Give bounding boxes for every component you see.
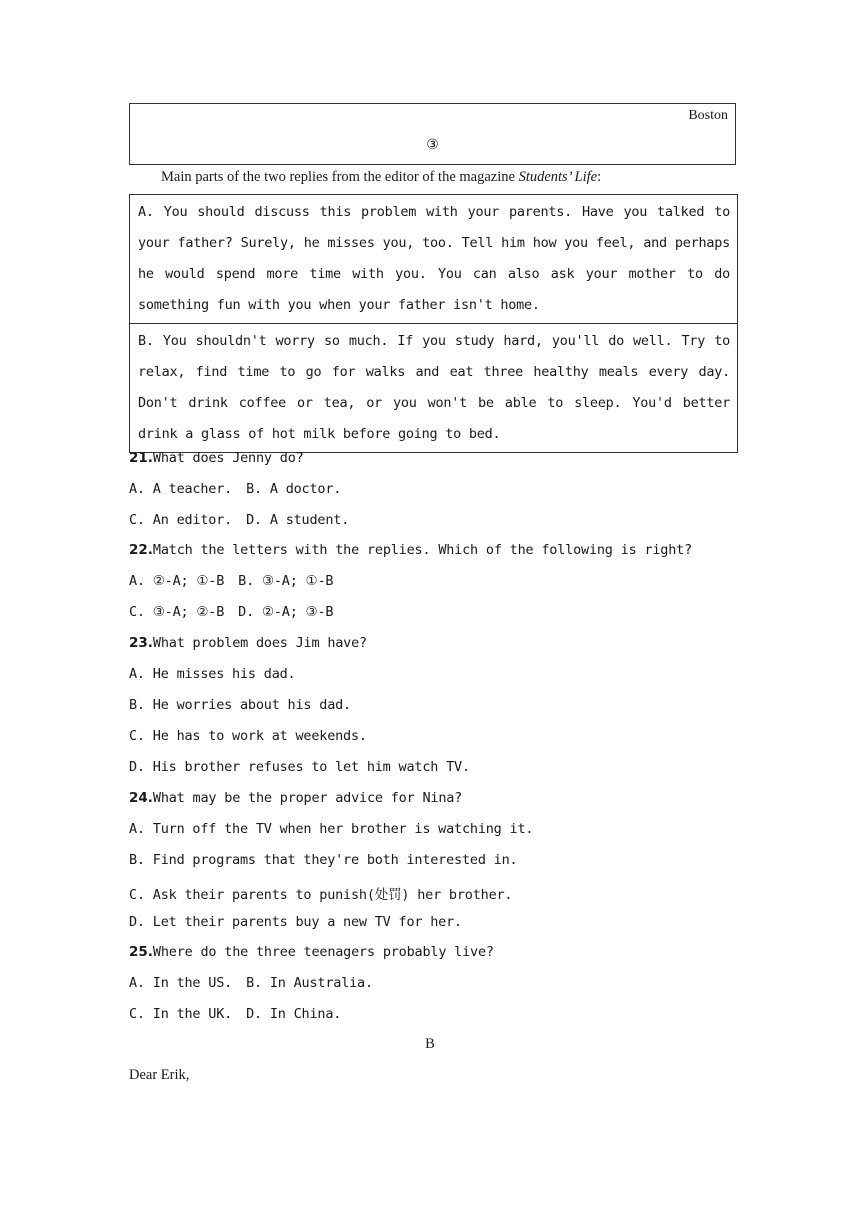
section-heading: B [425,1036,435,1052]
option-c: C. ③-A; ②-B [129,604,225,620]
option-a: A. In the US. [129,975,233,991]
option-c: C. He has to work at weekends. [129,728,367,744]
question-23 [129,635,367,651]
options-row [129,604,333,620]
option-b: B. He worries about his dad. [129,697,351,713]
option-b: B. ③-A; ①-B [238,573,334,589]
intro-colon: : [597,169,602,185]
option-d: D. Let their parents buy a new TV for her. [129,914,462,930]
option-a: A. He misses his dad. [129,666,296,682]
question-text: What does Jenny do? [152,450,304,466]
option-a: A. Turn off the TV when her brother is watching it. [129,821,534,837]
reply-a: A. You should discuss this problem with your parents. Have you talked to your father? Surely, he misses you, too. Tell him how you feel, and perhaps he would spend more time with you. You can also ask your mother to do something fun with you when your father isn't home. [138,204,730,313]
question-21 [129,450,304,466]
option-c: C. In the UK. [129,1006,233,1022]
option-d: D. ②-A; ③-B [238,604,334,620]
option-d: D. A student. [246,512,350,528]
question-number: 22. [129,542,153,558]
intro-text: Main parts of the two replies from the editor of the magazine [161,169,515,185]
question-text: What may be the proper advice for Nina? [152,790,463,806]
letter-marker: ③ [426,137,439,153]
question-text: Match the letters with the replies. Which of the following is right? [152,542,693,558]
question-25 [129,944,494,960]
reply-b: B. You shouldn't worry so much. If you study hard, you'll do well. Try to relax, find time to go for walks and eat three healthy meals every day. Don't drink coffee or tea, or you won't be able to sleep. You'd better drink a glass of hot milk before going to bed. [130,323,737,452]
question-text: What problem does Jim have? [152,635,367,651]
letter-place: Boston [688,108,728,123]
question-number: 24. [129,790,153,806]
options-row [129,975,373,991]
options-row [129,573,333,589]
option-b: B. Find programs that they're both interested in. [129,852,518,868]
letter-box [129,103,736,165]
option-a: A. A teacher. [129,481,233,497]
magazine-name: Students’ Life [518,169,598,185]
question-number: 23. [129,635,153,651]
option-d: D. His brother refuses to let him watch TV. [129,759,470,775]
question-22 [129,542,692,558]
question-24 [129,790,462,806]
options-row [129,512,349,528]
options-row [129,1006,341,1022]
replies-table [129,194,738,453]
option-d: D. In China. [246,1006,342,1022]
question-text: Where do the three teenagers probably live? [152,944,494,960]
option-b: B. In Australia. [246,975,373,991]
question-number: 21. [129,450,153,466]
letter-greeting: Dear Erik, [129,1067,190,1083]
option-b: B. A doctor. [246,481,342,497]
replies-intro [161,169,601,186]
options-row [129,481,341,497]
question-number: 25. [129,944,153,960]
option-c: C. Ask their parents to punish(处罚) her brother. [129,887,513,903]
option-c: C. An editor. [129,512,233,528]
option-a: A. ②-A; ①-B [129,573,225,589]
